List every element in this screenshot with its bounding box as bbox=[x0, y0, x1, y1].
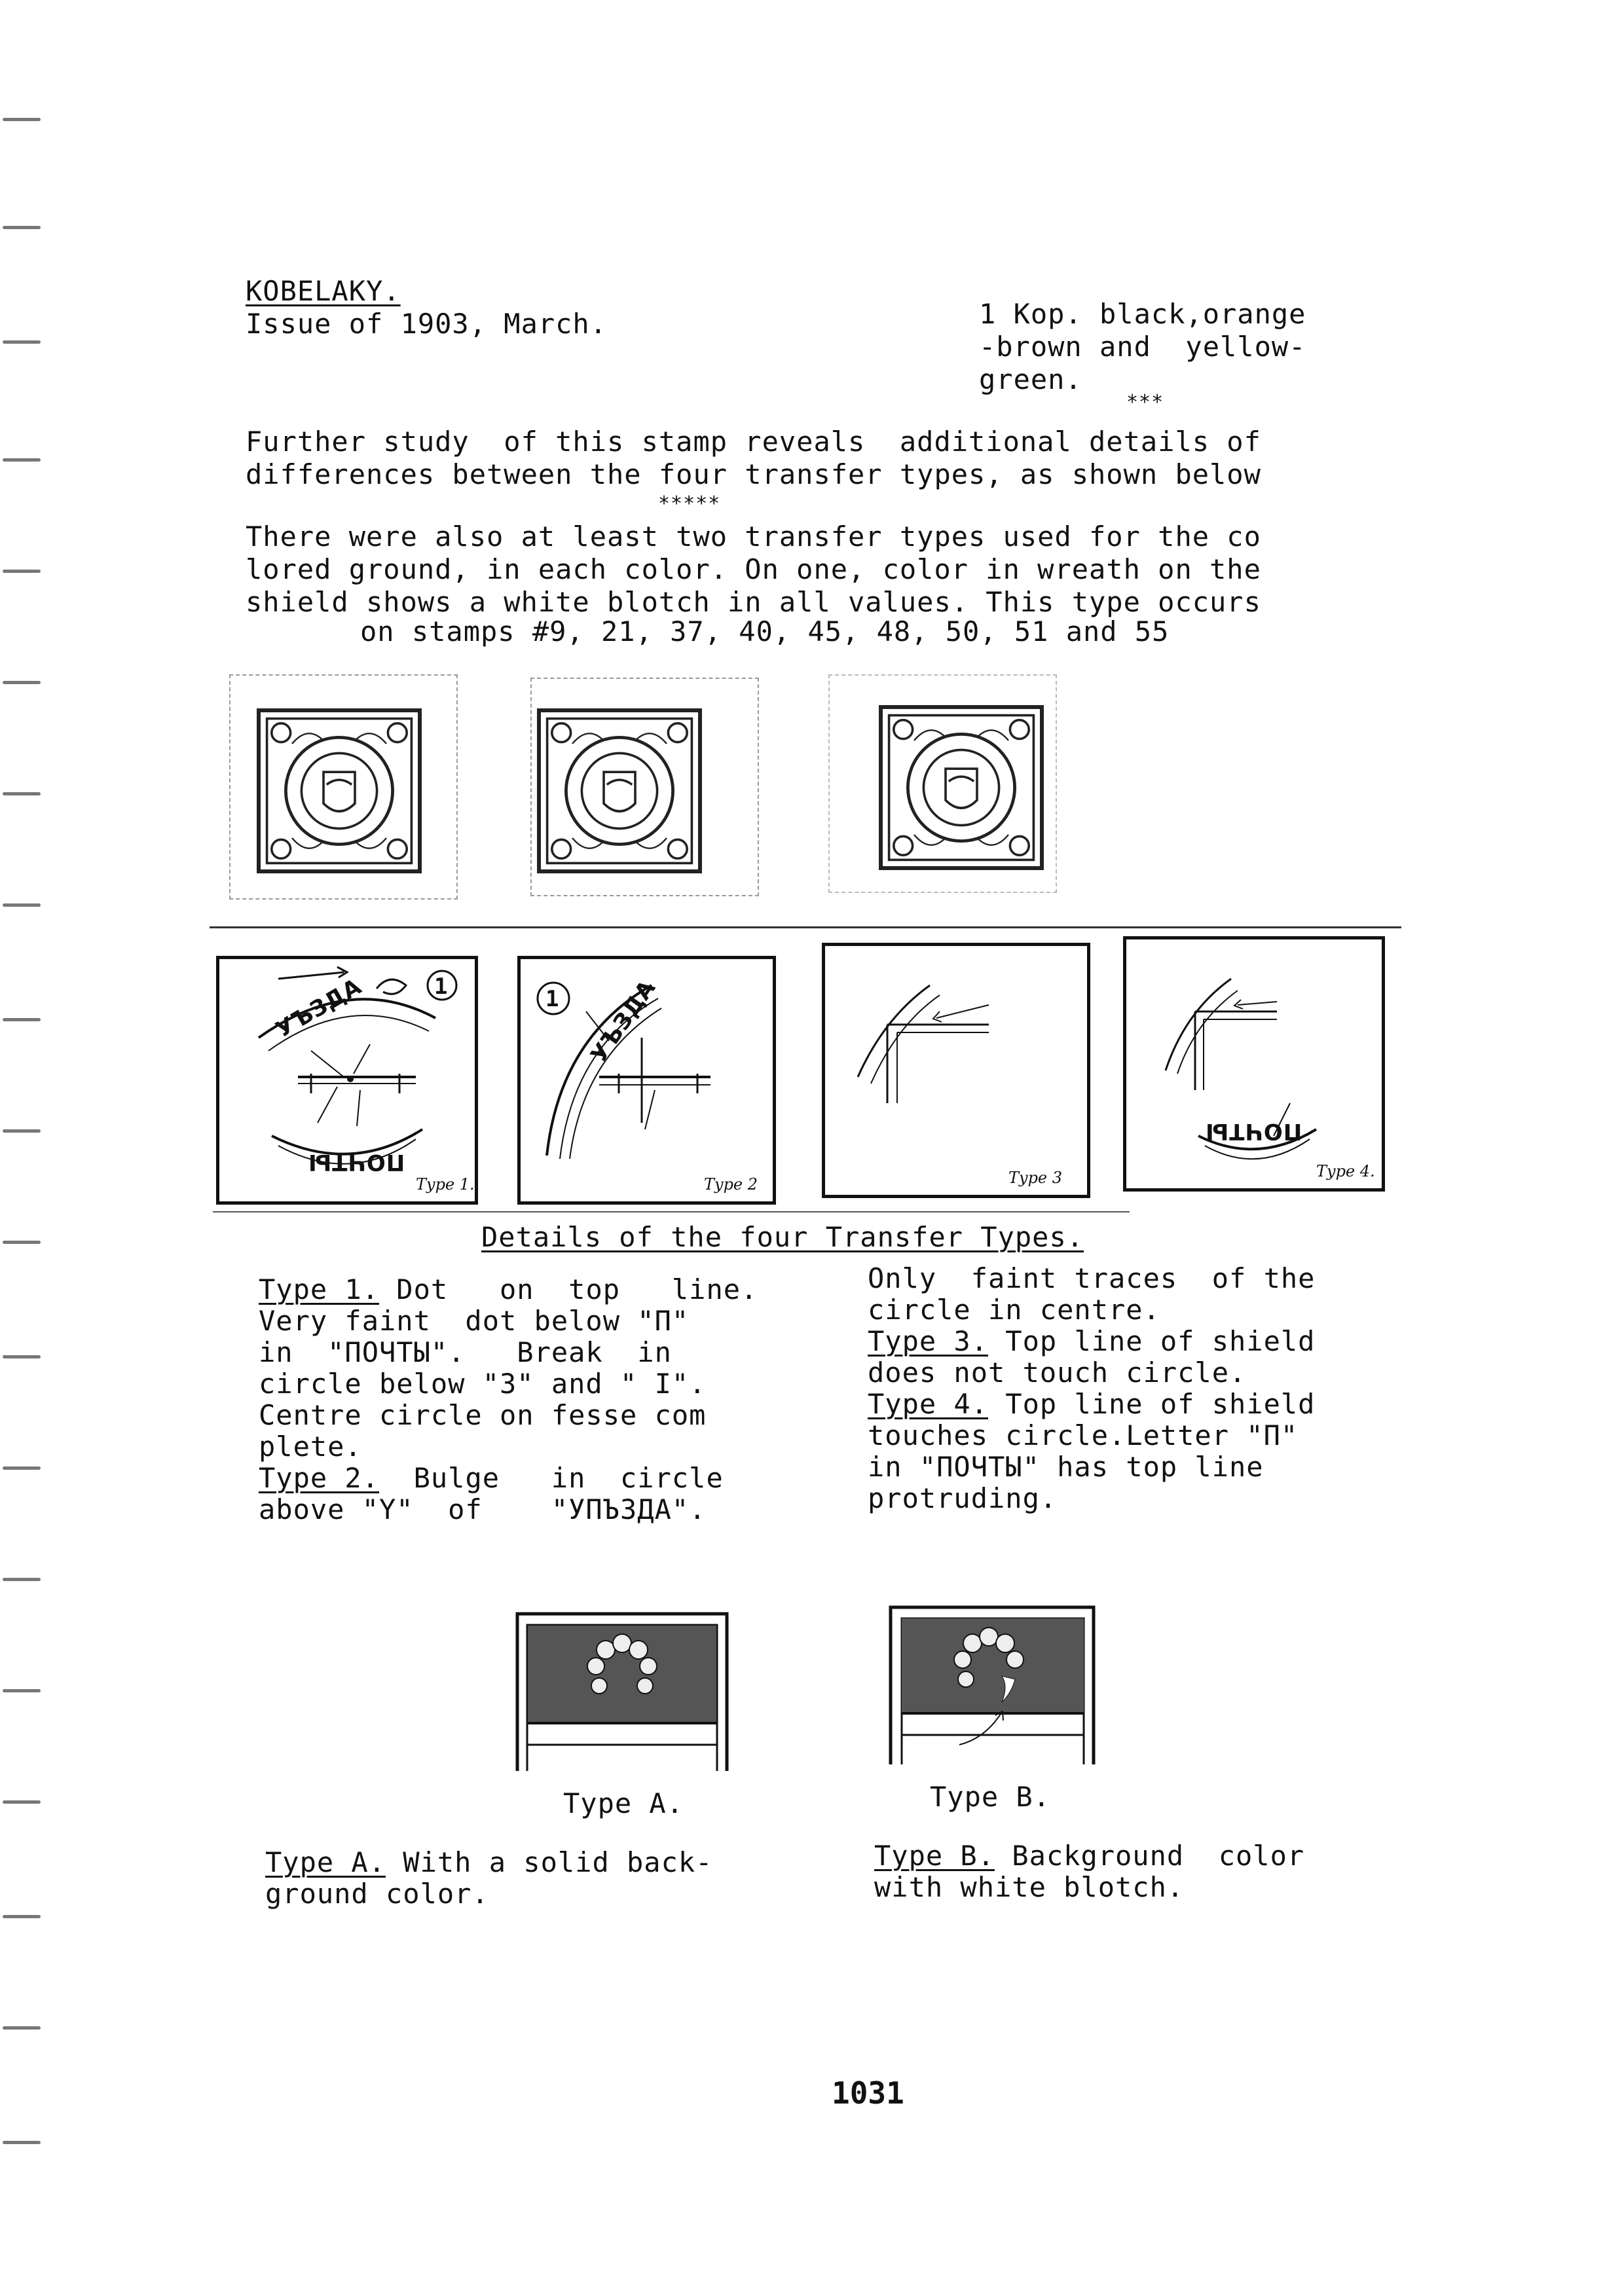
type-2-label: Type 2 bbox=[704, 1175, 758, 1194]
type-b-description-line-2: with white blotch. bbox=[874, 1871, 1185, 1903]
stamp-image-3-frame bbox=[828, 674, 1057, 893]
letters-uyezda-type1: УЪЗДА bbox=[271, 973, 367, 1044]
letters-pochty-type1: ПОЧТЫ bbox=[308, 1149, 405, 1175]
letters-uyezda-type2: УЪЗДА bbox=[585, 975, 661, 1068]
type-3-heading: Type 3. bbox=[868, 1325, 989, 1357]
stamp-description-line-2: -brown and yellow- bbox=[979, 331, 1306, 363]
value-digit-type2: 1 bbox=[545, 986, 560, 1012]
stamp-image-1-frame bbox=[229, 674, 458, 900]
type-4-description-line-4: protruding. bbox=[868, 1482, 1058, 1514]
intro-line-3: There were also at least two transfer types used for the co bbox=[246, 520, 1261, 553]
transfer-type-2-detail bbox=[517, 956, 776, 1205]
type-1-description-line-1: Type 1. Dot on top line. bbox=[259, 1273, 758, 1305]
type-4-heading: Type 4. bbox=[868, 1388, 989, 1420]
type-2-heading: Type 2. bbox=[259, 1462, 380, 1494]
type-4-description-line-3: in "ПОЧТЫ" has top line bbox=[868, 1451, 1264, 1483]
type-a-panel bbox=[514, 1611, 730, 1774]
intro-line-1: Further study of this stamp reveals additional details of bbox=[246, 426, 1261, 458]
type-a-heading: Type A. bbox=[265, 1846, 386, 1878]
type-1-description-line-6: plete. bbox=[259, 1430, 362, 1463]
issue-line: Issue of 1903, March. bbox=[246, 308, 608, 340]
stamp-description-line-3: green. bbox=[979, 363, 1082, 395]
binder-marks bbox=[0, 0, 59, 2296]
stamp-image-3 bbox=[879, 705, 1044, 870]
stamp-description-line-1: 1 Kop. black,orange bbox=[979, 298, 1306, 330]
type-4-description-line-1: Type 4. Top line of shield bbox=[868, 1388, 1316, 1420]
stars-separator-1: *** bbox=[1126, 391, 1164, 414]
section-divider bbox=[210, 926, 1401, 928]
value-digit-type1: 1 bbox=[434, 974, 449, 1000]
type-a-description-line-1: Type A. With a solid back- bbox=[265, 1846, 713, 1878]
transfer-type-3-detail bbox=[822, 943, 1090, 1198]
type-1-description-line-2: Very faint dot below "П" bbox=[259, 1305, 690, 1337]
page-number: 1031 bbox=[832, 2075, 904, 2111]
right-col-line-2: circle in centre. bbox=[868, 1294, 1160, 1326]
letters-pochty-type4: ПОЧТЫ bbox=[1205, 1118, 1302, 1144]
type-1-description-line-4: circle below "3" and " I". bbox=[259, 1368, 707, 1400]
stamp-image-2 bbox=[537, 708, 702, 873]
intro-line-6: on stamps #9, 21, 37, 40, 45, 48, 50, 51 and 55 bbox=[360, 615, 1170, 647]
intro-line-5: shield shows a white blotch in all values. This type occurs bbox=[246, 586, 1261, 618]
type-a-description-line-2: ground color. bbox=[265, 1878, 489, 1910]
transfer-type-1-detail bbox=[216, 956, 478, 1205]
type-4-label: Type 4. bbox=[1316, 1162, 1375, 1180]
details-rule bbox=[213, 1211, 1130, 1212]
type-4-description-line-2: touches circle.Letter "П" bbox=[868, 1419, 1299, 1451]
type-b-heading: Type B. bbox=[874, 1840, 995, 1872]
type-1-description-line-5: Centre circle on fesse com bbox=[259, 1399, 707, 1431]
type-1-heading: Type 1. bbox=[259, 1273, 380, 1305]
intro-line-2: differences between the four transfer types, as shown below bbox=[246, 458, 1261, 490]
type-3-description-line-1: Type 3. Top line of shield bbox=[868, 1325, 1316, 1357]
type-2-description-line-2: above "Y" of "УПЪЗДА". bbox=[259, 1493, 707, 1525]
stamp-image-2-frame bbox=[530, 678, 759, 896]
stars-separator-2: ***** bbox=[658, 492, 721, 515]
type-1-description-line-3: in "ПОЧТЫ". Break in bbox=[259, 1336, 672, 1368]
type-b-description-line-1: Type B. Background color bbox=[874, 1840, 1305, 1872]
type-b-panel bbox=[887, 1604, 1097, 1768]
type-3-label: Type 3 bbox=[1008, 1169, 1063, 1187]
type-3-description-line-2: does not touch circle. bbox=[868, 1357, 1247, 1389]
right-col-line-1: Only faint traces of the bbox=[868, 1262, 1316, 1294]
intro-line-4: lored ground, in each color. On one, color in wreath on the bbox=[246, 553, 1261, 585]
type-a-caption: Type A. bbox=[563, 1787, 684, 1819]
details-caption: Details of the four Transfer Types. bbox=[481, 1221, 1084, 1253]
type-b-caption: Type B. bbox=[930, 1781, 1051, 1813]
stamp-image-1 bbox=[257, 708, 422, 873]
type-2-description-line-1: Type 2. Bulge in circle bbox=[259, 1462, 724, 1494]
page-title: KOBELAKY. bbox=[246, 275, 401, 307]
type-1-label: Type 1. bbox=[416, 1175, 475, 1194]
transfer-type-4-detail bbox=[1123, 936, 1385, 1192]
